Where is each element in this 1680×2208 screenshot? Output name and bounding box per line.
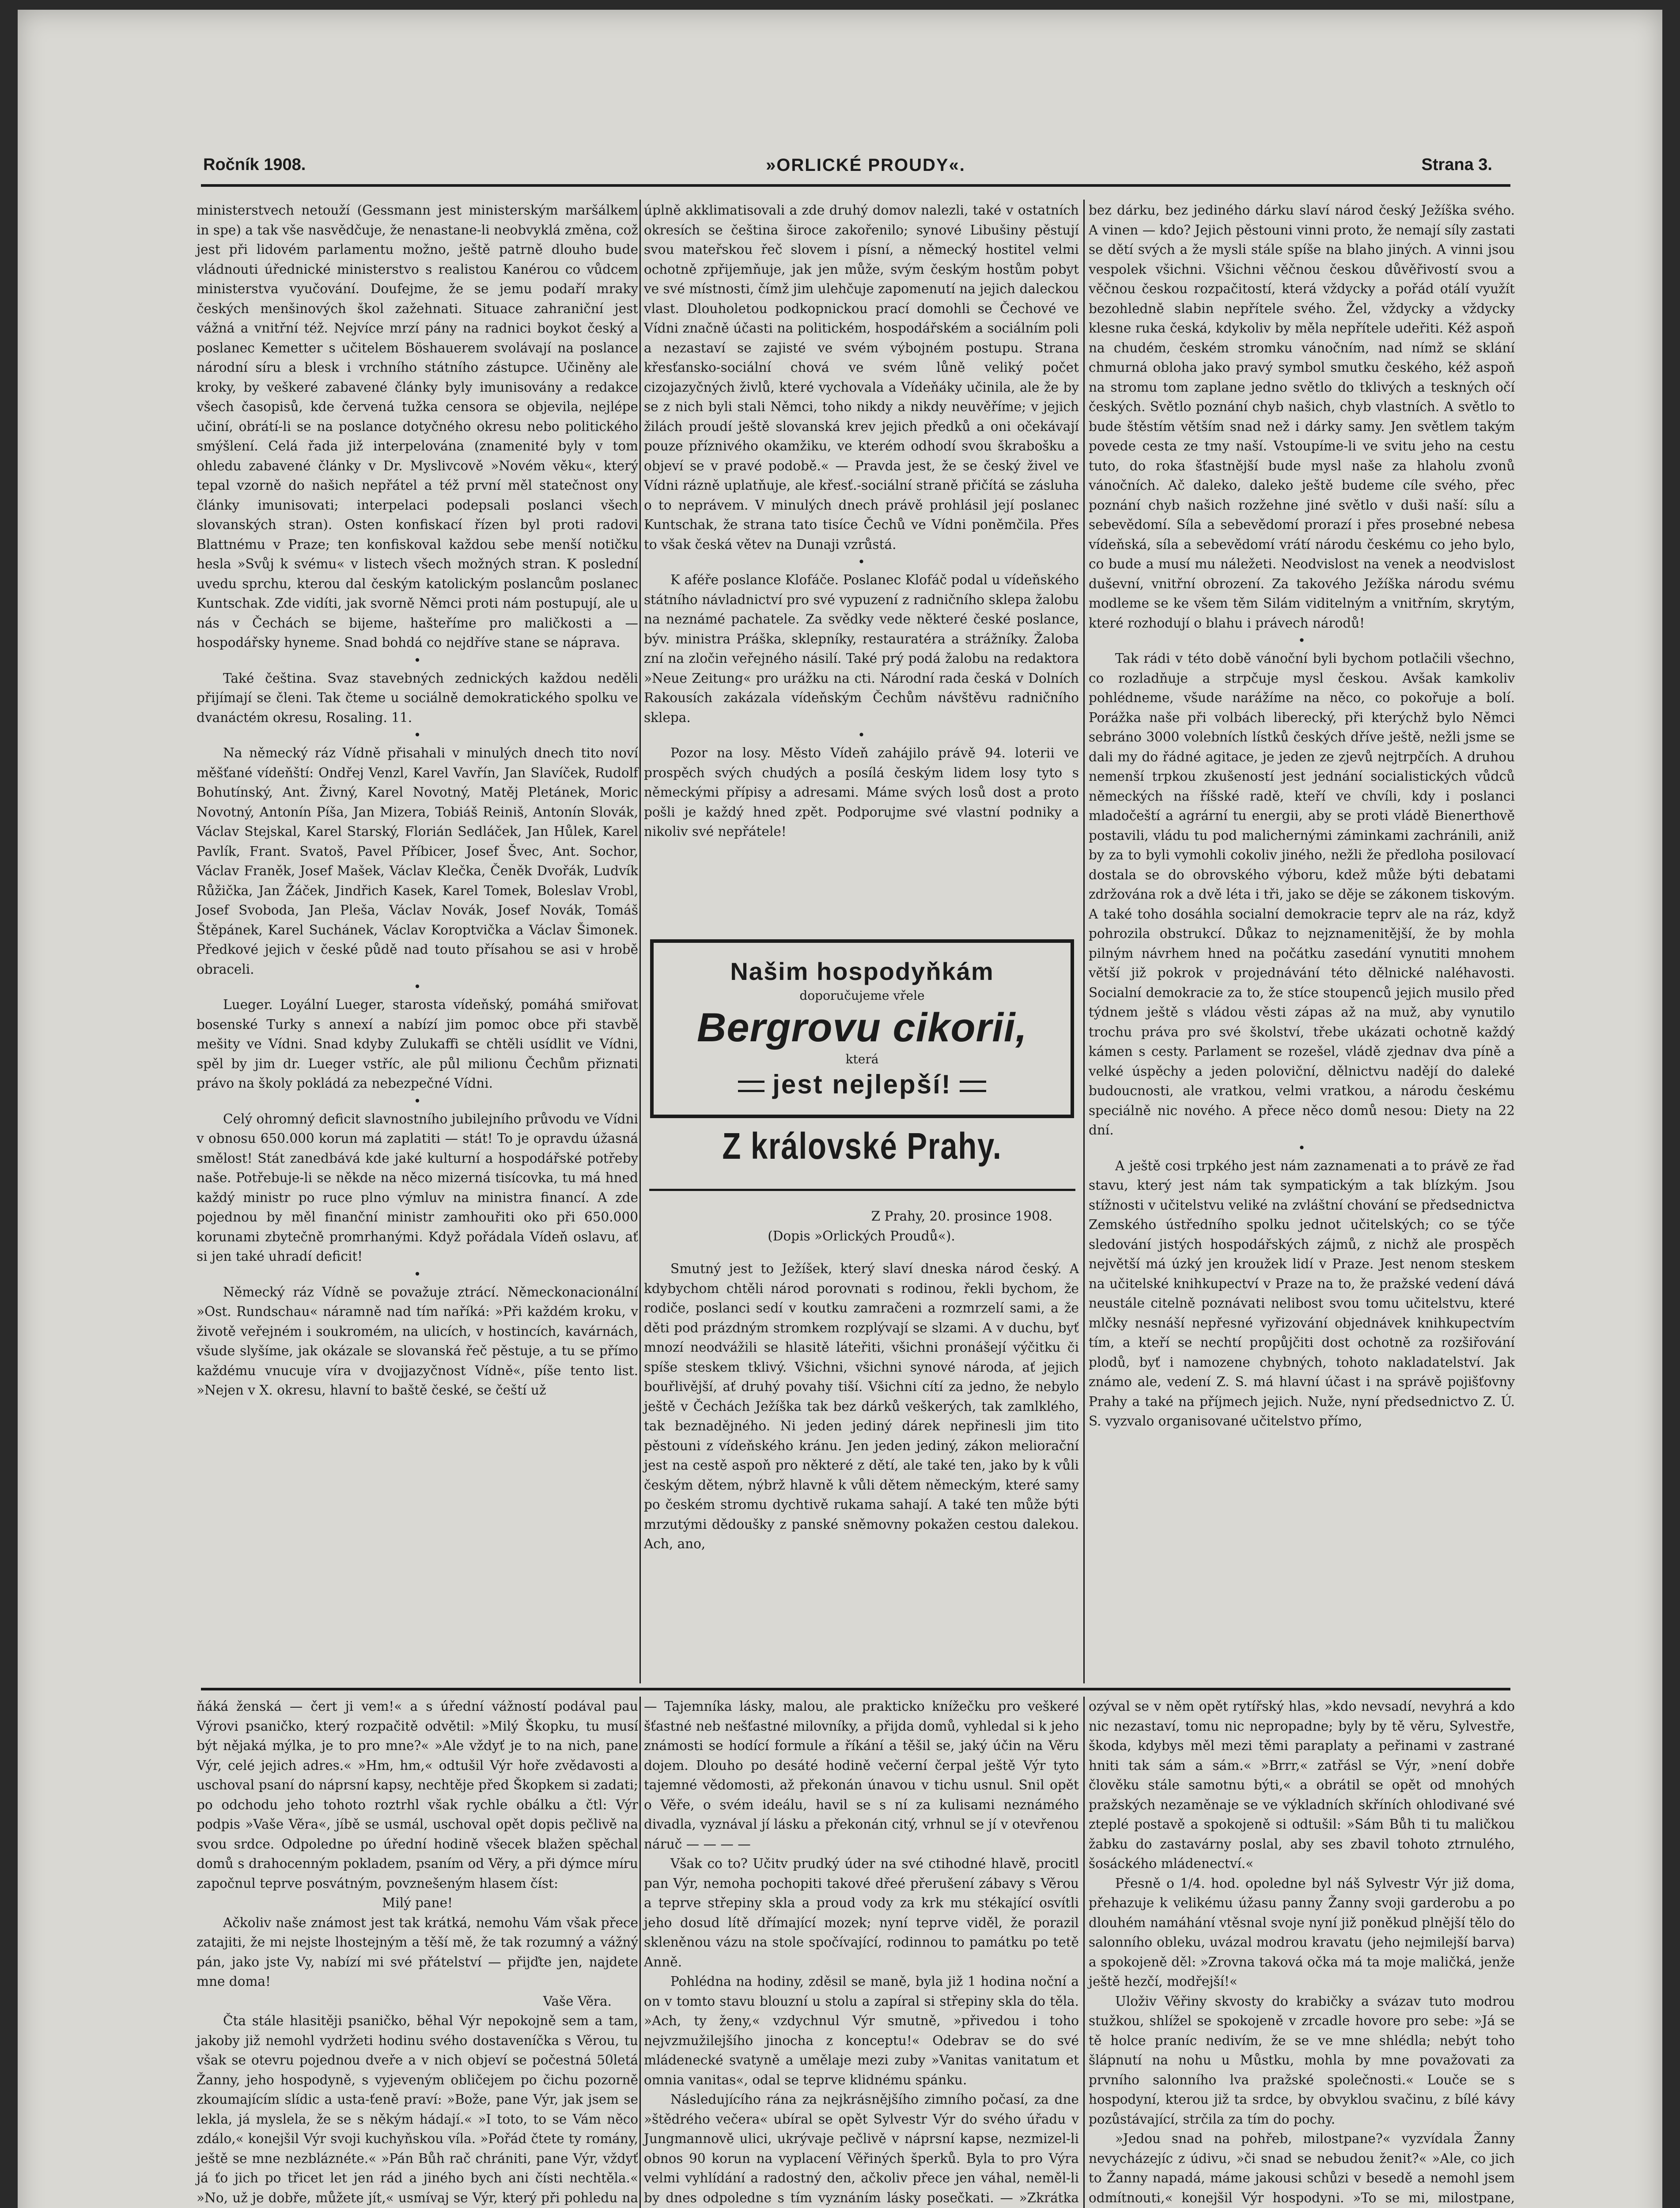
byline: (Dopis »Orlických Proudů«). bbox=[768, 1228, 955, 1244]
story-part-4: Však co to? Učitv prudký úder na své ctihodné hlavě, procitl pan Výr, nemoha pochopiti takové dřeé přerušení zábavy s Věrou a teprve střepiny skla a proud vody za krk mu stékající osvítli jeho dosud lítě dřímající mozek; nyní teprve viděl, že porazil skleněnou vázu na stole spočívající, rodinnou to památku po tetě Anně. bbox=[644, 1856, 1079, 1970]
ad-best bbox=[654, 1069, 1071, 1100]
story-part-1: ňáká ženská — čert ji vem!« a s úřední vážností podával pau Výrovi psaničko, který rozpačitě odvětil: »Milý Škopku, tu musí být nějaká mýlka, je to pro mne?« »Ale vždyť je to na nich, pane Výr, celé jejich adres.« »Hm, hm,« odtušil Výr hoře zvědavosti a uschoval psaní do náprsní kapsy, nechtěje před Škopkem si zadati; po odchodu jeho tohoto roztrhl však rychle obálku a čtl: Výr podpis »Vaše Věra«, jíbě se usmál, uschoval opět dopis pečlivě na svou srdce. Odpoledne po úřední hodině všecek blažen spěchal domů s drahocenným pokladem, psaním od Věry, a při dýmce míru započnul teprve posvátným, povznešeným hlasem číst: bbox=[197, 1699, 638, 1891]
article-lueger: Lueger. Loyální Lueger, starosta vídeňský, pomáhá smiřovat bosenské Turky s annexí a nabízí jim pomoc obce při stavbě mešity ve Vídni. Snad kdyby Zulukaffi se chtěli usídlit ve Vídni, spěl by jim dr. Lueger vstříc, ale půl milionu Čechům přiznati právo na školy pokládá za nebezpečné Vídni. bbox=[197, 997, 638, 1091]
separator-star: • bbox=[413, 1093, 421, 1108]
letter-signature: Vaše Věra. bbox=[543, 1993, 612, 2009]
page-number: Strana 3. bbox=[1421, 155, 1492, 174]
feuilleton-column-1 bbox=[197, 1697, 638, 2208]
prague-letter bbox=[644, 1206, 1079, 1554]
separator-star: • bbox=[413, 653, 421, 668]
story-part-3: — Tajemníka lásky, malou, ale prakticko knížečku pro veškeré šťastné neb nešťastné milovníky, a přijda domů, vyhledal si k jeho známosti se hodící formule a říkání a těšil se, jaký účin na Věru dojem. Dlouho po desáté hodině večerní čerpal ještě Výr tyto tajemné vědomosti, až překonán únavou v tichu usnul. Snil opět o Věře, o svém ideálu, havil se s ní za kulisami neznámého divadla, vyznával jí lásku a překonán citý, vrhnul se jí v otevřenou náruč — — — — bbox=[644, 1699, 1079, 1852]
ad-product: Bergrovu cikorii, bbox=[696, 1005, 1028, 1050]
separator-star: • bbox=[413, 979, 421, 994]
story-part-6: Následujícího rána za nejkrásnějšího zimního počasí, za dne »štědrého večera« ubíral se opět Sylvestr Výr do svého úřadu v Jungmannově ulici, ukrývaje pečlivě v náprsní kapse, nezmizel-li obnos 90 korun na vyplacení Věřiných šperků. Byla to pro Výra velmi vyhlídání a radostný den, ačkoliv přece jen váhal, neměl-li by dnes odpoledne s tím vyznáním lásky posečkati. — »Zkrátka bbox=[644, 2092, 1079, 2205]
column-2 bbox=[644, 200, 1079, 842]
issue-year: Ročník 1908. bbox=[203, 155, 306, 174]
separator-star: • bbox=[413, 1267, 421, 1282]
newspaper-page bbox=[18, 10, 1662, 2208]
dateline: Z Prahy, 20. prosince 1908. bbox=[871, 1209, 1052, 1224]
ad-headline: Našim hospodyňkám bbox=[730, 957, 994, 985]
letter-salutation: Milý pane! bbox=[382, 1895, 453, 1910]
article-deficit: Celý ohromný deficit slavnostního jubilejního průvodu ve Vídni v obnosu 650.000 korun má zaplatiti — stát! To je opravdu úžasná smělost! Stát zanedbává kde jaké kulturní a hospodářské potřeby naše. Potřebuje-li se někde na něco mizerná tisícovka, tu má hned každý ministr po ruce plno výmluv na ministra financí. A zde pojednou by měl finanční ministr zamhouřiti oko při 650.000 korunami zbytečně promrhanými. Když pořádala Vídeň oslavu, ať si jen také uhradí deficit! bbox=[197, 1111, 638, 1264]
section-rule bbox=[649, 1189, 1075, 1191]
article-cestina: Také čeština. Svaz stavebných zednických každou neděli přijímají se členi. Tak čteme u sociálně demokratického spolku ve dvanáctém okresu, Rosaling. 11. bbox=[197, 670, 638, 725]
prague-letter-text: Smutný jest to Ježíšek, který slaví dneska národ český. A kdybychom chtěli národ porovnati s rodinou, řekli bychom, že rodiče, poslanci sedí v koutku zamračeni a rozmrzelí sami, a že děti pod prázdným stromkem rozplývají se slzami. A v duchu, byť mnozí neodvážili se hlasitě láteřiti, všichni pronášejí výčitku či spíše steskem tklivý. Všichni, všichni synové národa, ať jejich bouřlivější, ať druhý povahy tiší. Všichni cítí za jedno, že nebylo ještě v Čechách Ježíška tak bez dárků veškerých, tak zamlklého, tak beznadějného. Ni jeden jediný dárek nepřinesli jim tito pěstouni z vídeňského kránu. Jen jeden jediný, zákon meliorační jest na cestě aspoň pro některé z dětí, ale také ten, jako by k vůli českým dětem, nýbrž hlavně k vůli dětem německým, které samy po českém stromu dychtivě rukama sahají. A také ten může býti mrzutými dědoušky z panské sněmovny pokažen cestou dalekou. Ach, ano, bbox=[644, 1261, 1079, 1551]
column-divider-2 bbox=[1083, 200, 1085, 1683]
story-part-2: Čta stále hlasitěji psaničko, běhal Výr nepokojně sem a tam, jakoby již nemohl vydržeti hodinu svého dostaveníčka s Věrou, tu však se otevru pojednou dveře a v nich objeví se počestná 50letá Žanny, jeho hospodyně, s vyjeveným obličejem po čichu pozorně zkoumajícím slídic a usta-ťeně praví: »Bože, pane Výr, jak jsem se lekla, já myslela, že se s někým hádají.« »I toto, to se Vám něco zdálo,« konejšil Výr svoji kuchyňskou víla. »Pořád čtete ty romány, ještě se mne nezbláznéte.« »Pán Bůh rač chrániti, pane Výr, vždyť já ťo jich po třicet let jen rád a jiného bych ani čísti nechtěla.« »No, už je dobře, můžete jít,« usmívaj se Výr, který při pohledu na bbox=[197, 2013, 638, 2205]
header-rule bbox=[201, 184, 1510, 187]
ad-best-text: jest nejlepší! bbox=[772, 1070, 952, 1099]
article-losy: Pozor na losy. Město Vídeň zahájilo právě 94. loterii ve prospěch svých chudých a posílá českým lidem losy tyto s německými přípisy a adresami. Máme svých losů dost a proto pošli je každý hned zpět. Podporujme své vlastní podniky a nikoliv své nepřátele! bbox=[644, 745, 1079, 839]
column-1 bbox=[197, 200, 638, 1400]
letter-teachers: A ještě cosi trpkého jest nám zaznamenati a to právě ze řad stavu, který jest nám tak sympatickým a tak blízkým. Jsou stížnosti v učitelstvu veliké na zvláštní chování se předsednictva Zemského ústředního spolku jednot učitelských; co se týče sledování jistých hospodářských zájmů, z nichž ale prospěch největší má úzký jen kroužek lidí v Praze. Jest nenom steskem na učitelské knihkupectví v Praze na to, že pražské vedení dává neustále citelně poznávati nelibost svou tomu učitelstvu, které mlčky nesnáší nepřesné vyřizování objednávek knihkupectvím tím, a kteří se nechtí propůjčiti dost ochotně za rozšiřování plodů, byť i namozene chybných, tohoto nakladatelství. Jak známo ale, vedení Z. S. má hlavní účast i na správě pojišťovny Prahy a také na příjmech jejich. Nuže, nyní předsednictvo Z. Ú. S. vyzvalo organisované učitelstvo přímo, bbox=[1089, 1158, 1515, 1429]
masthead-title: »ORLICKÉ PROUDY«. bbox=[766, 155, 965, 175]
ad-which: která bbox=[845, 1052, 879, 1066]
story-part-5: Pohlédna na hodiny, zděsil se maně, byla již 1 hodina noční a on v tomto stavu blouzní u stolu a zapíral si střepiny skla do těla. »Ach, ty ženy,« vzdychnul Výr smutně, »přivedou i toho nejvzmužilejšího jinocha z konceptu!« Odebrav se do své mládenecké svatyně a umělaje mezi zuby »Vanitas vanitatum et omnia vanitas«, odal se teprve klidnému spánku. bbox=[644, 1974, 1079, 2087]
article-nemecky-raz: Na německý ráz Vídně přisahali v minulých dnech tito noví měšťané vídeňští: Ondřej Venzl, Karel Vavřín, Jan Slavíček, Rudolf Bohutínský, Ant. Živný, Karel Novotný, Matěj Pletánek, Moric Novotný, Antonín Píša, Jan Mizera, Tobiáš Reiniš, Antonín Slovák, Václav Stejskal, Karel Starský, Florián Sedláček, Jan Hůlek, Karel Pavlík, Frant. Svatoš, Pavel Příbicer, Josef Švec, Ant. Sochor, Václav Franěk, Josef Mašek, Václav Klečka, Čeněk Dvořák, Ludvík Růžička, Jan Žáček, Jindřich Kasek, Karel Tomek, Boleslav Vrobl, Josef Svoboda, Jan Pleša, Václav Novák, Josef Novák, Tomáš Štěpánek, Karel Suchánek, Václav Koroptvička a Václav Šimonek. Předkové jejich v české půdě nad touto přísahou se asi v hrobě obraceli. bbox=[197, 745, 638, 977]
column-3 bbox=[1089, 200, 1515, 1431]
chicory-advertisement bbox=[650, 939, 1074, 1118]
story-part-9: Uloživ Věřiny skvosty do krabičky a svázav tuto modrou stužkou, shlížel se spokojeně v zrcadle hovore pro sebe: »Já se tě holce praníc nedivím, že se ve mne shlédla; nebýt toho šlápnutí na nohu u Můstku, mohla by mne považovati za prvního salonního lva pražské společnosti.« Louče se s hospodyní, kterou již ta srdce, by obvyklou svačinu, z bílé kávy pozůstávající, strčila za tím do pochy. bbox=[1089, 1993, 1515, 2127]
article-raz-vidne: Německý ráz Vídně se považuje ztrácí. Německonacionální »Ost. Rundschau« náramně nad tím naříká: »Při každém kroku, v životě veřejném i soukromém, na ulicích, v hostincích, kavárnách, všude slyšíme, jak okázale se slovanská řeč pěstuje, a tu se přímo každému vnucuje víra v dvojjazyčnost Vídně«, píše tento list. »Nejen v X. okresu, hlavní to baště české, se čeští už bbox=[197, 1284, 638, 1398]
separator-star: • bbox=[858, 555, 865, 569]
feuilleton-column-3 bbox=[1089, 1697, 1515, 2208]
separator-star: • bbox=[858, 728, 865, 742]
story-part-8: Přesně o 1/4. hod. opoledne byl náš Sylvestr Výr již doma, přehazuje k velikému úžasu panny Žanny svoji garderobu a po dlouhém namáhání vtěsnal svoje nyní již poněkud plnější tělo do salonního obleku, uvázal modrou kravatu (jeho nejmilejší barva) a spokojeně děl: »Zrovna taková očka má ta moje maličká, jenže ještě hezčí, modřejší!« bbox=[1089, 1875, 1515, 1989]
section-title: Z královské Prahy. bbox=[722, 1125, 1002, 1167]
article-ministry: ministerstvech netouží (Gessmann jest ministerským maršálkem in spe) a tak vše nasvědčuje, že nenastane-li neobvyklá změna, což jest při lidovém parlamentu možno, ještě patrně dlouho bude vládnouti úřednické ministerstvo s realistou Kanérou co vůdcem ministerstva vyučování. Doufejme, že se jemu podaří mraky českých menšinových škol zažehnati. Situace zahraniční jest vážná a vnitřní též. Nejvíce mrzí pány na radnici boykot český a poslanec Kemetter s učitelem Böshauerem svolávají na poslance národní síru a blesk i vrchního státního zástupce. Učiněny ale kroky, by veškeré zabavené články byly imunisovány a redakce všech časopisů, kde červená tužka censora se objevila, nejlépe učiní, obrátí-li se na poslance dotyčného okresu nebo politického smýšlení. Celá řada již interpelována (znamenité byly v tom ohledu zabavené články v Dr. Myslivcově »Novém věku«, který tepal vzorně do našich nepřátel a též první měl statečnost ony články imunisovati; interpelaci podepsali poslanci všech slovanských stran). Osten konfiskací řízen byl proti radovi Blattnému v Praze; ten konfiskoval každou sebe menší notičku hesla »Svůj k svému« v listech všech možných stran. K poslední uvedu sprchu, kterou dal českým katolickým poslancům poslanec Kuntschak. Zde vidíti, jak svorně Němci proti nám postupují, ale u nás v Čechách se bijeme, hašteříme pro maličkosti a — hospodářsky hyneme. Snad bohdá co nejdříve stane se náprava. bbox=[197, 203, 638, 650]
column-divider-1 bbox=[639, 200, 641, 1683]
letter-body: Ačkoliv naše známost jest tak krátká, nemohu Vám však přece zatajiti, že mi nejste lhostejným a těší mě, že tak rozumný a vážný pán, jako jste Vy, nabízí mi své přátelství — přijďte jen, najdete mne doma! bbox=[197, 1915, 638, 1989]
feuilleton-rule bbox=[201, 1688, 1510, 1690]
separator-star: • bbox=[1298, 633, 1305, 648]
letter-elections: Tak rádi v této době vánoční byli bychom potlačili všechno, co rozladňuje a strpčuje mysl českou. Avšak kamkoliv pohlédneme, všude narážíme na něco, co pokořuje a bolí. Porážka naše při volbách liberecký, při kterýchž bylo Němci sebráno 3000 volebních lístků českých dříve ještě, nežli jsme se dali my do řádné agitace, je jeden ze zjevů nejtrpčích. A druhou nemenší trpkou zkušeností jest jednání socialistických vůdců německých na říšské radě, kteří ve chvíli, kdy i poslanci mladočeští a agrární tu energii, aby se proti vládě Bienerthově postavili, vládu tu pod malichernými záminkami zachránili, aniž by za to byli vymohli cokoliv jiného, nežli že předloha posilovací dostala se do obrovského výboru, kdež může býti debatami zdržována rok a dvě léta i tři, jako se děje se zákonem tiskovým. A také toho dosáhla socialní demokracie teprv ale na ráz, když pohrozila obstrukcí. Důkaz to nejznamenitější, že by mohla pilným návrhem hned na počátku zasedání vynutiti mnohem větší již pokrok v projednávání této dělnické naléhavosti. Socialní demokracie za to, že stíce stoupenců jejich musilo před týdnem ještě s vládou věsti zápas až na muž, aby vynutilo trochu práva pro své školství, třebe ukázati ochotně každý kámen s cesty. Parlament se rozešel, vládě zjednav dva píně a velké úspěchy a jeden poloviční, dělnictvu nadějí do daleké budoucnosti, ale vratkou, velmi vratkou, a národu českému speciálně nic nového. A přece něco domů nesou: Diety na 22 dní. bbox=[1089, 651, 1515, 1138]
separator-star: • bbox=[413, 728, 421, 742]
article-cont: úplně akklimatisovali a zde druhý domov nalezli, také v ostatních okresích se čeština široce zakořenilo; synové Libušiny pěstují svou mateřskou řeč slovem i písní, a německý hostitel velmi ochotně zpřijemňuje, jak jen může, svým českým hostům pobyt ve své místnosti, čímž jim ulehčuje zapomenutí na jejich daleckou vlast. Dlouholetou podkopnickou prací domohli se Čechové ve Vídni značně účasti na politickém, hospodářském a sociálním poli a nezastaví se zajisté ve svém výbojném postupu. Strana křesťansko-sociální chová ve svém lůně veliký počet cizojazyčných živlů, které vychovala a Vídeňáky učinila, ale že by se z nich byli stali Němci, toho nikdy a nikdy neuvěříme; v jejich žilách proudí ještě slovanská krev jejich předků a oni očekávají pouze příznivého okamžiku, ve kterém odhodí svou škrabošku a objeví se v pravé podobě.« — Pravda jest, že se český živel ve Vídni rázně uplatňuje, ale křesť.-sociální straně přičítá se zásluha o to neprávem. V minulých dnech právě prohlásil její poslanec Kuntschak, že strana tato tisíce Čechů ve Vídni poněmčila. Přes to však česká větev na Dunaji vzrůstá. bbox=[644, 203, 1079, 552]
separator-star: • bbox=[1298, 1140, 1305, 1155]
feuilleton-divider-1 bbox=[639, 1697, 641, 2208]
story-part-10: »Jedou snad na pohřeb, milostpane?« vyzvídala Žanny nevycházejíc z údivu, »či snad se nebudou ženit?« »Ale, co jich to Žanny napadá, máme jakousi schůzi v besedě a nemohl jsem odmítnouti,« konejšil Výr hospodyni. »To se mi, milostpane, bbox=[1089, 2131, 1515, 2205]
ad-ornament bbox=[960, 1081, 986, 1092]
article-klofac: K aféře poslance Klofáče. Poslanec Klofáč podal u vídeňského státního návladnictví pro své vypuzení z radničního sklepa žalobu na neznámé pachatele. Za svědky vede některé české poslance, býv. ministra Práška, sklepníky, restauratéra a strážníky. Žaloba zní na zločin veřejného násilí. Také prý podá žalobu na redaktora »Neue Zeitung« pro urážku na cti. Národní rada česká v Dolních Rakousích zakázala vídeňským Čechům návštěvu radničního sklepa. bbox=[644, 572, 1079, 725]
letter-cont: bez dárku, bez jediného dárku slaví národ český Ježíška svého. A vinen — kdo? Jejich pěstouni vinni proto, že nemají síly zastati se dětí svých a že mysli stále spíše na blaho jiných. A vinni jsou vespolek všichni. Všichni věčnou českou důvěřivostí svou a věčnou českou rozpačitostí, která vždycky a pořád otálí využít bezohledně slabin nepřítele svého. Žel, vždycky a vždycky klesne ruka česká, kdykoliv by měla nepřítele udeřiti. Kéž aspoň na chudém, českém stromku vánočním, nad nímž se sklání chmurná obloha jako pravý symbol smutku českého, kéž aspoň na stromu tom zaplane jedno světlo do tklivých a teskných očí českých. Světlo poznání chyb našich, chyb vlastních. A světlo to bude štěstím větším snad než i dárky samy. Jen světlem takým povede cesta ze tmy naší. Vstoupíme-li ve svitu jeho na cestu tuto, do roka šťastnější bude mysl naše za hlaholu zvonů vánočních. Ač daleko, daleko ještě budeme cíle svého, přec poznání chyb našich rozžehne jiné světlo v duši naší: sílu a sebevědomí. Síla a sebevědomí prorazí i přes prosebné nebesa vídeňská, síla a sebevědomí vrátí národu českému co jeho bylo, co bude a musí mu náležeti. Neodvislost na venek a neodvislost duševní, vnitřní obrození. Za takového Ježíška národu svému modleme se ke všem těm Silám viditelným a vnitřním, skrytým, které rozhodují o blahu i právech národů! bbox=[1089, 203, 1515, 631]
feuilleton-divider-2 bbox=[1083, 1697, 1085, 2208]
story-part-7: ozýval se v něm opět rytířský hlas, »kdo nevsadí, nevyhrá a kdo nic nezastaví, tomu nic nepropadne; byly by tě věru, Sylvestře, škoda, kdybys měl mezi těmi paraplaty a peřinami v zastrané hniti tak sám a sám.« »Brrr,« zatřásl se Výr, »není dobře člověku stále samotnu býti,« a obrátil se opět od mnohých pražských nezaměnaje se ve výkladních skříních ohlodivané své zteplé postavě a spokojeně si odtušil: »Sám Bůh ti tu maličkou žabku do zastavárny poslal, aby ses zbavil tohoto ztrnulého, šosáckého mládenectví.« bbox=[1089, 1699, 1515, 1871]
feuilleton-column-2 bbox=[644, 1697, 1079, 2208]
ad-ornament bbox=[738, 1081, 764, 1092]
ad-recommend: doporučujeme vřele bbox=[799, 988, 925, 1003]
